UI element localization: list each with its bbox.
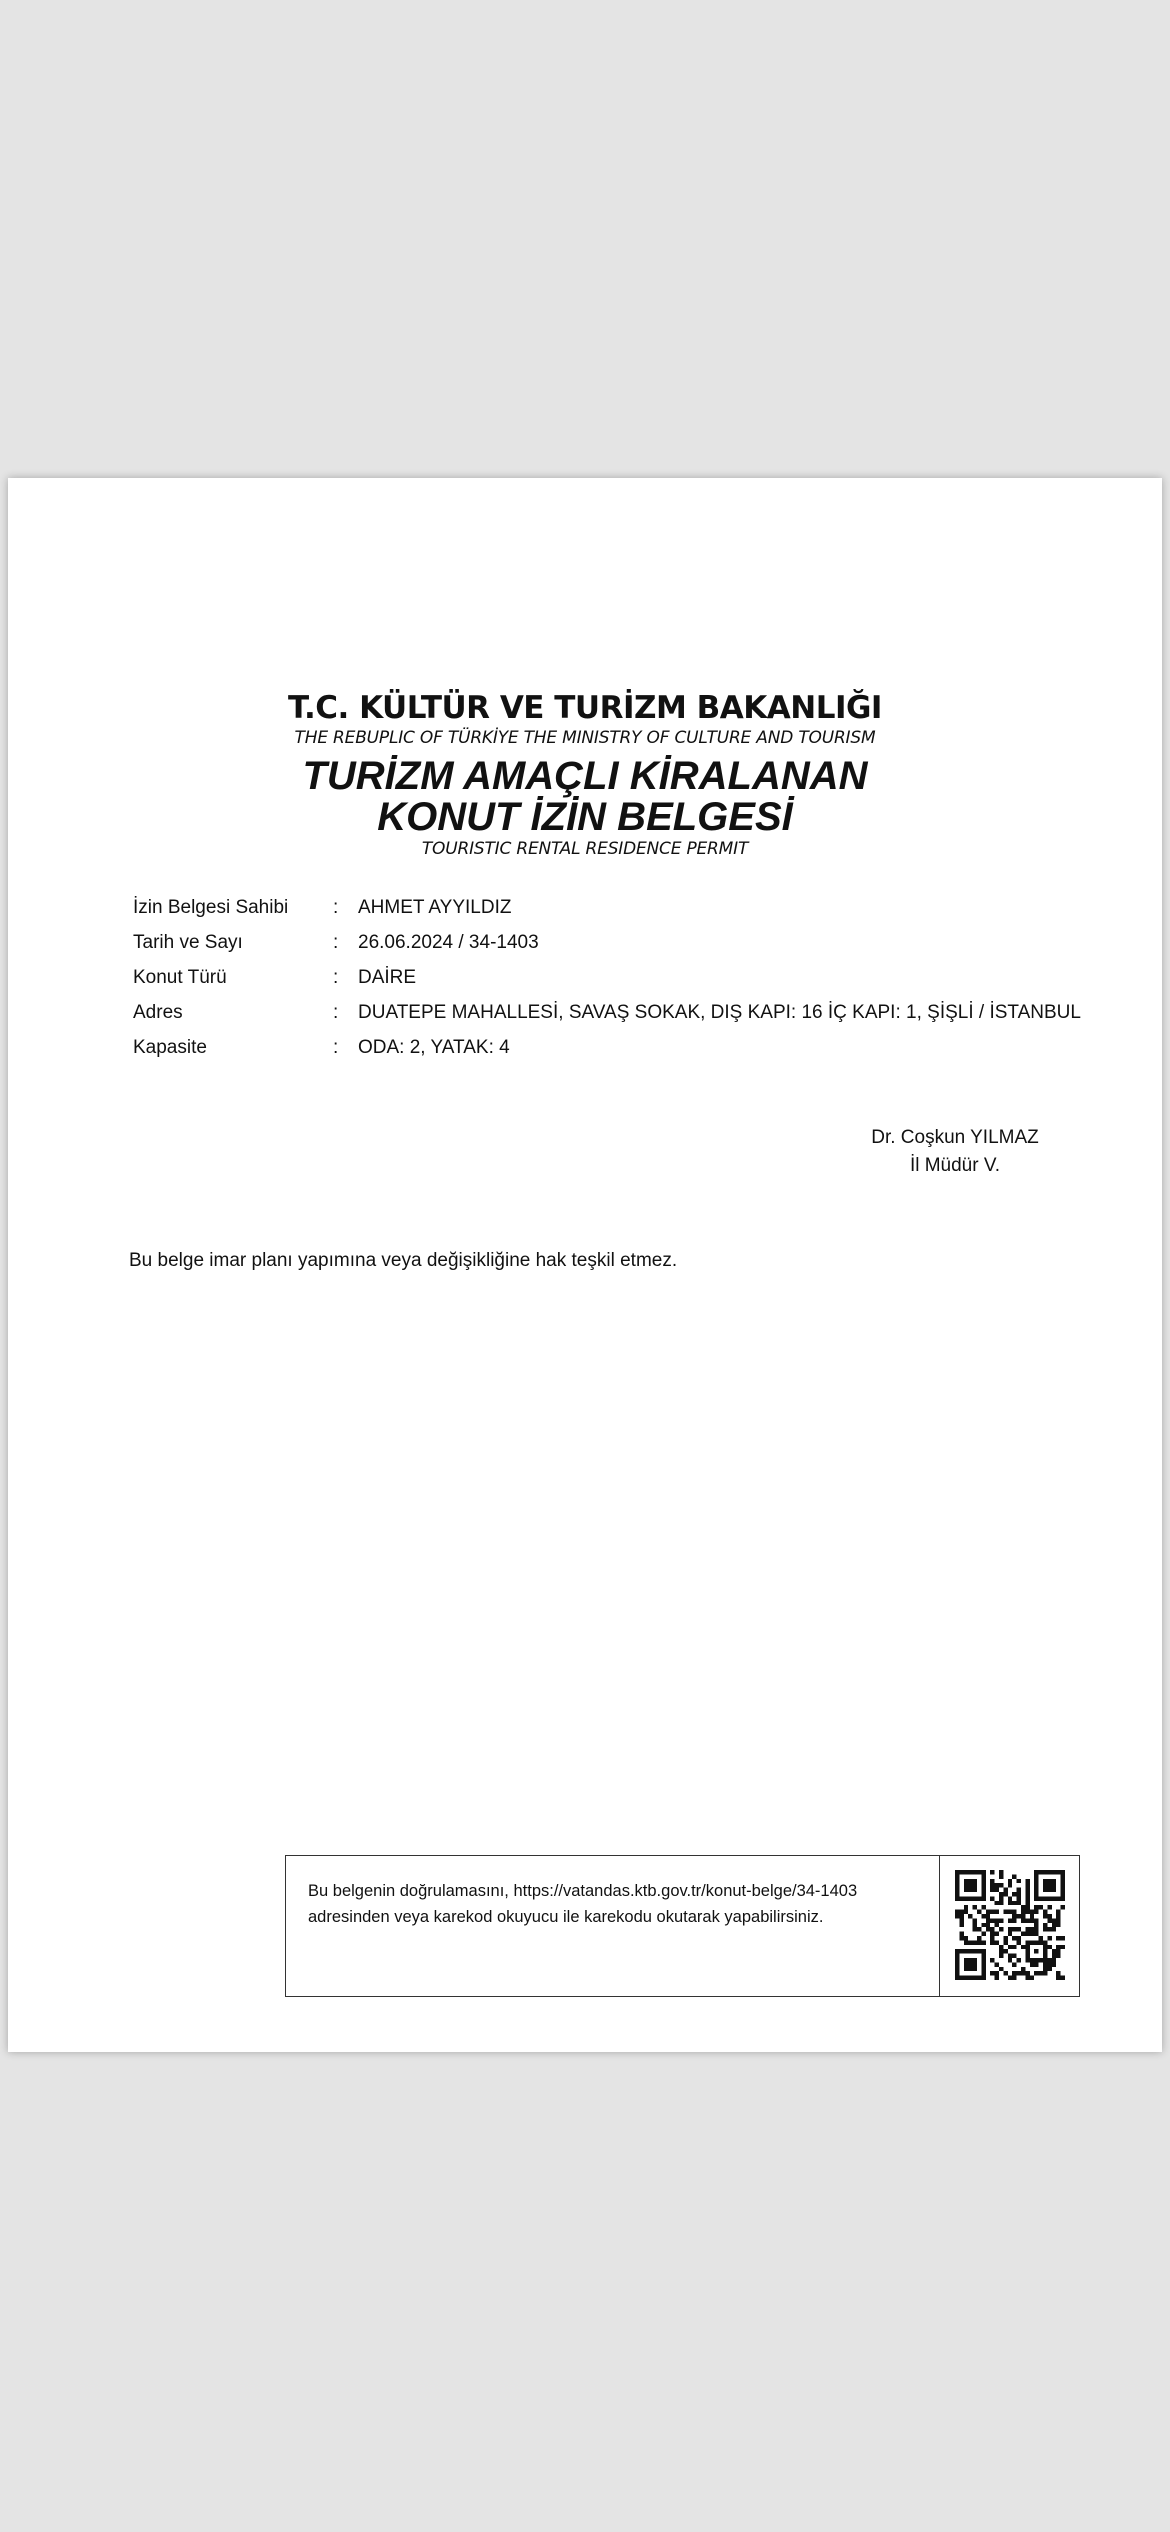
field-value: DAİRE bbox=[358, 967, 417, 988]
legal-note: Bu belge imar planı yapımına veya değişikliğine hak teşkil etmez. bbox=[129, 1250, 678, 1271]
field-label: Adres bbox=[133, 1002, 183, 1023]
permit-fields bbox=[133, 890, 1133, 1065]
field-address bbox=[133, 995, 1133, 1030]
ministry-title: T.C. KÜLTÜR VE TURİZM BAKANLIĞI bbox=[288, 690, 882, 726]
verification-text bbox=[308, 1878, 928, 1930]
document-title bbox=[8, 756, 1162, 838]
document-title-line1: TURİZM AMAÇLI KİRALANAN bbox=[302, 754, 868, 798]
verification-line2: adresinden veya karekod okuyucu ile karekodu okutarak yapabilirsiniz. bbox=[308, 1908, 824, 1926]
signatory-role: İl Müdür V. bbox=[909, 1155, 1001, 1176]
verification-divider bbox=[939, 1856, 940, 1996]
document-title-en: TOURISTIC RENTAL RESIDENCE PERMIT bbox=[421, 839, 749, 859]
document-title-line2: KONUT İZİN BELGESİ bbox=[377, 795, 793, 839]
qr-code-icon bbox=[955, 1870, 1065, 1980]
verification-box bbox=[285, 1855, 1080, 1997]
field-owner bbox=[133, 890, 1133, 925]
field-label: Konut Türü bbox=[133, 967, 227, 988]
field-label: Kapasite bbox=[133, 1037, 207, 1058]
document-page bbox=[8, 478, 1162, 2052]
field-value: DUATEPE MAHALLESİ, SAVAŞ SOKAK, DIŞ KAPI: 16 İÇ KAPI: 1, ŞİŞLİ / İSTANBUL bbox=[358, 1002, 1081, 1023]
field-colon: : bbox=[333, 897, 339, 918]
field-value: AHMET AYYILDIZ bbox=[358, 897, 512, 918]
field-colon: : bbox=[333, 1002, 339, 1023]
field-label: İzin Belgesi Sahibi bbox=[133, 897, 289, 918]
field-capacity bbox=[133, 1030, 1133, 1065]
field-value: ODA: 2, YATAK: 4 bbox=[358, 1037, 510, 1058]
field-date-number bbox=[133, 925, 1133, 960]
signature-block bbox=[830, 1124, 1080, 1180]
field-value: 26.06.2024 / 34-1403 bbox=[358, 932, 539, 953]
verification-line1: Bu belgenin doğrulamasını, https://vatandas.ktb.gov.tr/konut-belge/34-1403 bbox=[308, 1882, 858, 1900]
field-residence-type bbox=[133, 960, 1133, 995]
field-colon: : bbox=[333, 967, 339, 988]
signatory-name: Dr. Coşkun YILMAZ bbox=[871, 1127, 1039, 1148]
field-colon: : bbox=[333, 932, 339, 953]
field-colon: : bbox=[333, 1037, 339, 1058]
field-label: Tarih ve Sayı bbox=[133, 932, 243, 953]
ministry-title-en: THE REBUPLIC OF TÜRKİYE THE MINISTRY OF CULTURE AND TOURISM bbox=[294, 728, 876, 748]
